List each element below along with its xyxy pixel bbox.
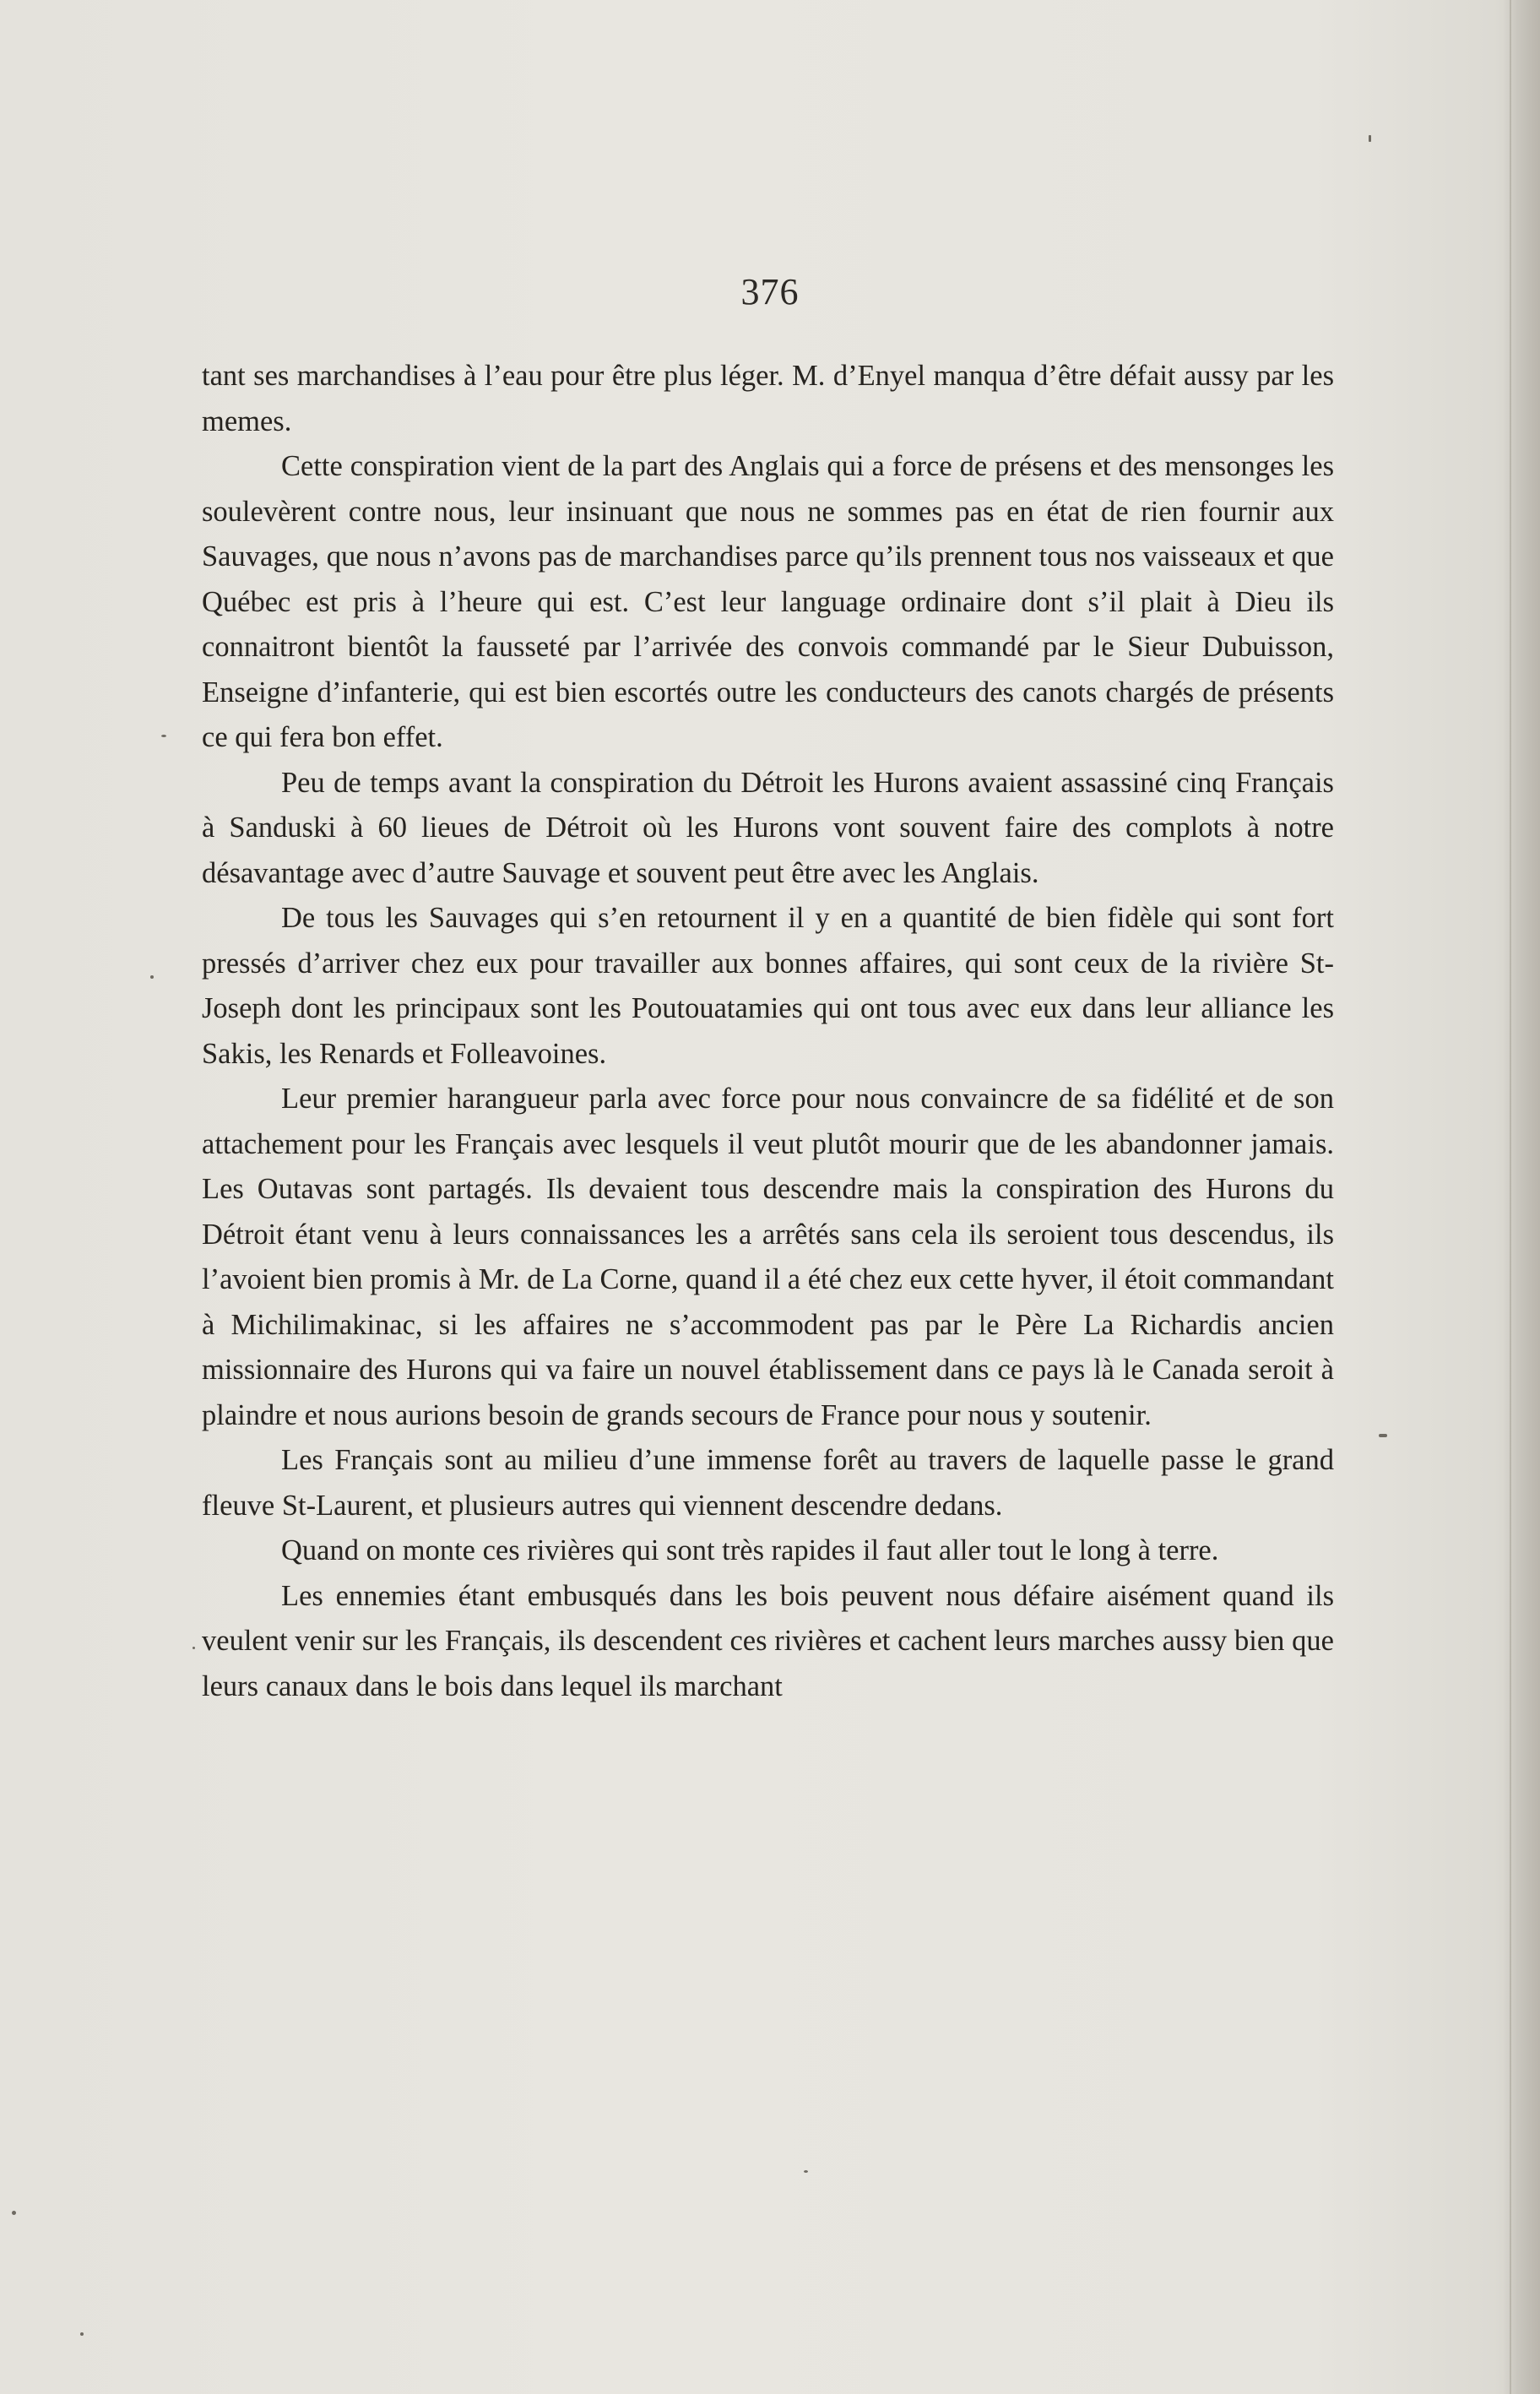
paragraph-7: Quand on monte ces rivières qui sont très rapides il faut aller tout le long à terre.	[281, 1534, 1219, 1566]
paragraph-2: Cette conspiration vient de la part des Anglais qui a force de présens et des mensonges les soulevèrent contre nous, leur insinuant que nous ne sommes pas en état de rien fournir aux Sauvages, que nous n’avons pas de marchandises parce qu’ils prennent tous nos vaisseaux et que Québec est pris à l’heure qui est. C’est leur language ordinaire dont s’il plait à Dieu ils connaitront bientôt la fausseté par l’arrivée des convois commandé par le Sieur Dubuisson, Enseigne d’infanterie, qui est bien escortés outre les conducteurs des canots chargés de présents ce qui fera bon effet.	[202, 450, 1334, 753]
page-edge-line	[1510, 0, 1511, 2394]
paper-speck	[192, 1647, 195, 1649]
page-edge-shadow	[1503, 0, 1540, 2394]
paragraph-3: Peu de temps avant la conspiration du Détroit les Hurons avaient assassiné cinq Français à Sanduski à 60 lieues de Détroit où les Hurons vont souvent faire des complots à notre désavantage avec d’autre Sauvage et souvent peut être avec les Anglais.	[202, 766, 1334, 889]
paper-speck	[161, 735, 166, 737]
paper-speck	[804, 2170, 808, 2173]
page-number: 376	[740, 271, 800, 312]
paper-speck	[1379, 1434, 1387, 1437]
body-text	[202, 354, 1334, 1709]
paragraph-1: tant ses marchandises à l’eau pour être plus léger. M. d’Enyel manqua d’être défait aussy par les memes.	[202, 360, 1334, 437]
paragraph-6: Les Français sont au milieu d’une immense forêt au travers de laquelle passe le grand fleuve St-Laurent, et plusieurs autres qui viennent descendre dedans.	[202, 1444, 1334, 1522]
paragraph-4: De tous les Sauvages qui s’en retournent il y en a quantité de bien fidèle qui sont fort pressés d’arriver chez eux pour travailler aux bonnes affaires, qui sont ceux de la rivière St-Joseph dont les principaux sont les Poutouatamies qui ont tous avec eux dans leur alliance les Sakis, les Renards et Folleavoines.	[202, 902, 1334, 1070]
paper-speck	[150, 975, 154, 979]
paragraph-8: Les ennemies étant embusqués dans les bois peuvent nous défaire aisément quand ils veulent venir sur les Français, ils descendent ces rivières et cachent leurs marches aussy bien que leurs canaux dans le bois dans lequel ils marchant	[202, 1579, 1334, 1702]
paper-speck	[1369, 135, 1371, 142]
paragraph-5: Leur premier harangueur parla avec force pour nous convaincre de sa fidélité et de son attachement pour les Français avec lesquels il veut plutôt mourir que de les abandonner jamais. Les Outavas sont partagés. Ils devaient tous descendre mais la conspiration des Hurons du Détroit étant venu à leurs connaissances les a arrêtés sans cela ils seroient tous descendus, ils l’avoient bien promis à Mr. de La Corne, quand il a été chez eux cette hyver, il étoit commandant à Michilimakinac, si les affaires ne s’accommodent pas par le Père La Richardis ancien missionnaire des Hurons qui va faire un nouvel établissement dans ce pays là le Canada seroit à plaindre et nous aurions besoin de grands secours de France pour nous y soutenir.	[202, 1083, 1334, 1431]
paper-speck	[80, 2332, 84, 2336]
paper-speck	[12, 2211, 16, 2215]
